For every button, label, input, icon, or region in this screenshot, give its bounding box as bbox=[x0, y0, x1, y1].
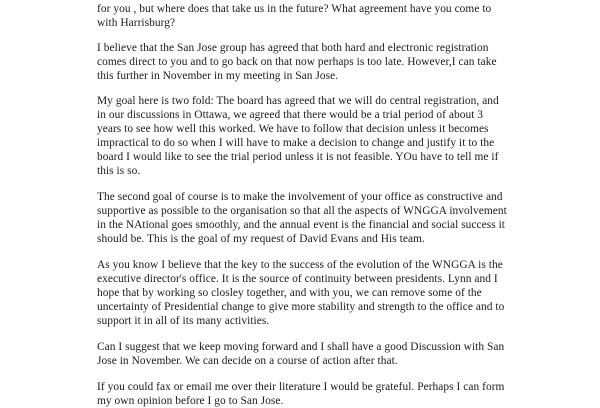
text-line: in the NAtional goes smoothly, and the annual event is the financial and social success it bbox=[97, 219, 506, 231]
text-line: my own opinion before I go to San Jose. bbox=[97, 395, 284, 407]
text-line: Jose in November. We can decide on a course of action after that. bbox=[97, 355, 398, 367]
text-line: supportive as possible to the organisation so that all the aspects of WNGGA involvement bbox=[97, 205, 507, 217]
text-line: hope that by working so closley together, and with you, we can remove some of the bbox=[97, 287, 482, 299]
text-line: uncertainty of Presidential change to give more stability and strength to the office and to bbox=[97, 301, 505, 313]
text-line: impractical to do so when I will have to make a decision to change and justify it to the bbox=[97, 137, 495, 149]
text-line: with Harrisburg? bbox=[97, 17, 176, 29]
text-line: this further in November in my meeting in San Jose. bbox=[97, 70, 339, 82]
text-line: board I would like to see the trial period unless it is not feasible. YOu have to tell me if bbox=[97, 151, 499, 163]
text-line: in our discussions in Ottawa, we agreed that there would be a trial period of about 3 bbox=[97, 109, 484, 121]
text-line: The second goal of course is to make the involvement of your office as constructive and bbox=[97, 191, 503, 203]
text-line: executive director's office. It is the source of continuity between presidents. Lynn and I bbox=[97, 273, 498, 285]
text-line: As you know I believe that the key to the success of the evolution of the WNGGA is the bbox=[97, 259, 503, 271]
text-line: support it in all of its many activities. bbox=[97, 315, 270, 327]
text-line: for you , but where does that take us in the future? What agreement have you come to bbox=[97, 3, 492, 15]
text-line: Can I suggest that we keep moving forward and I shall have a good Discussion with San bbox=[97, 341, 505, 353]
text-line: should be. This is the goal of my request of David Evans and His team. bbox=[97, 233, 425, 245]
text-line: years to see how well this worked. We have to follow that decision unless it becomes bbox=[97, 123, 489, 135]
text-line: comes direct to you and to go back on that now perhaps is too late. However,I can take bbox=[97, 56, 497, 68]
text-line: this is so. bbox=[97, 165, 141, 177]
text-line: My goal here is two fold: The board has agreed that we will do central registration, and bbox=[97, 95, 499, 107]
text-line: I believe that the San Jose group has agreed that both hard and electronic registration bbox=[97, 42, 489, 54]
text-line: If you could fax or email me over their literature I would be grateful. Perhaps I can form bbox=[97, 381, 505, 393]
